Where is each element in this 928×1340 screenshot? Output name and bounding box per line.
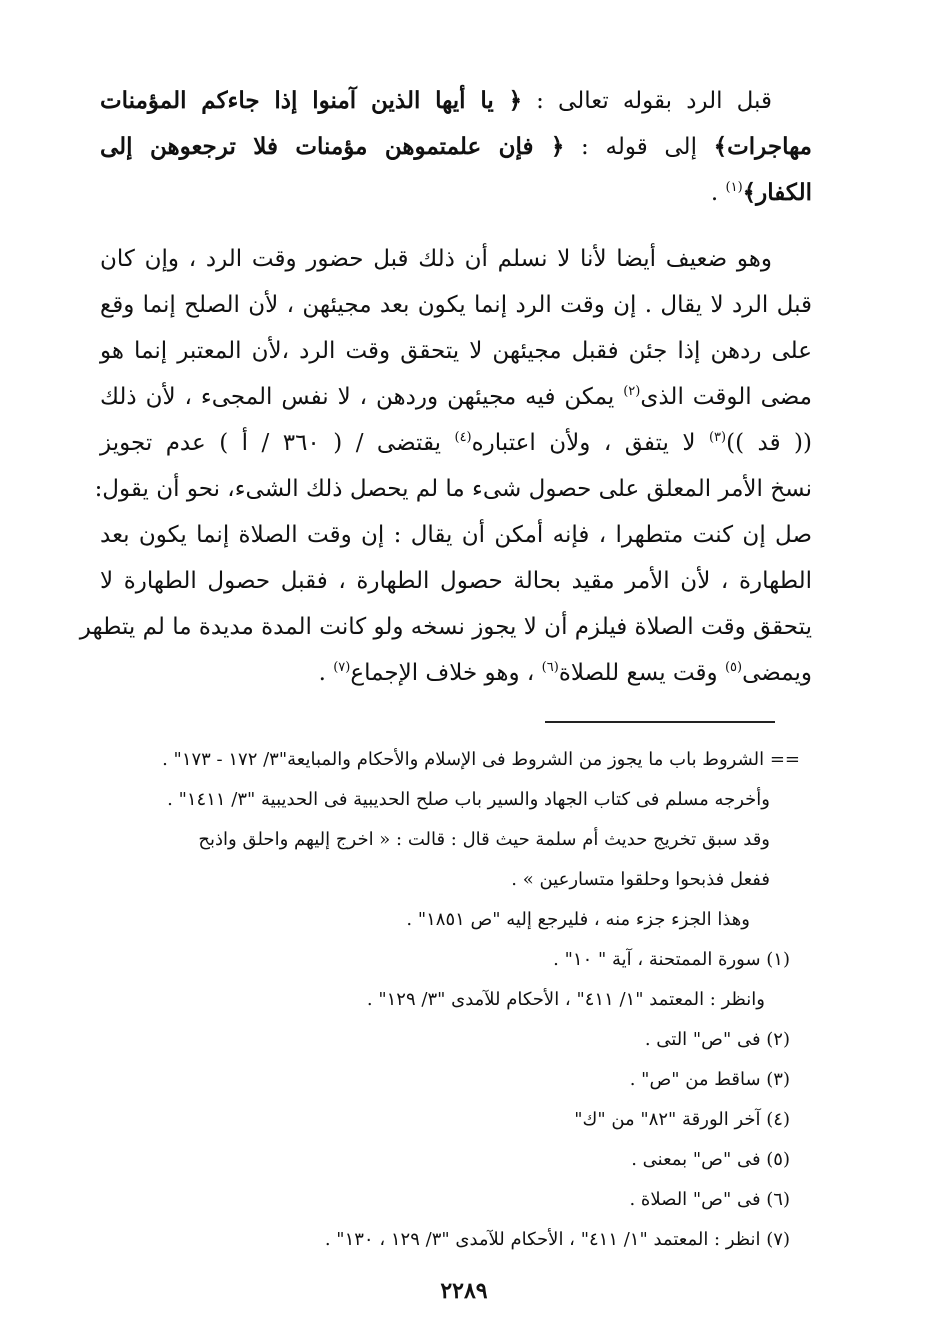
page-number: ٢٢٨٩ [440, 1278, 488, 1304]
quran-quote: الكفار﴾ [742, 179, 812, 206]
quran-quote: مهاجرات﴾ [713, 133, 812, 160]
text-line-8 [100, 420, 812, 466]
footnote-line: (١) سورة الممتحنة ، آية " ١٠" . [553, 949, 790, 970]
footnote-separator [545, 721, 775, 723]
footnote-line: وانظر : المعتمد "١/ ٤١١" ، الأحكام للآمدى "٣/ ١٢٩" . [366, 989, 765, 1010]
text-fragment: مضى الوقت الذى [640, 384, 812, 410]
footnote-line: وأخرجه مسلم فى كتاب الجهاد والسير باب صلح الحديبية فى الحديبية "٣/ ١٤١١" . [167, 789, 770, 810]
footnotes [100, 740, 800, 1260]
text-fragment: ويمضى [742, 660, 812, 686]
footnote-ref: (٧) [333, 660, 351, 675]
text-line-4: وهو ضعيف أيضا لأنا لا نسلم أن ذلك قبل حضور وقت الرد ، وإن كان [100, 246, 772, 272]
text-fragment: يمكن فيه مجيئهن وردهن ، لا نفس المجىء ، لأن ذلك [100, 384, 624, 410]
main-text [79, 78, 812, 696]
text-line-6: على ردهن إذا جئن فقبل مجيئهن لا يتحقق وقت الرد ،لأن المعتبر إنما هو [100, 338, 812, 364]
footnote-line: وهذا الجزء جزء منه ، فليرجع إليه "ص ١٨٥١" . [406, 909, 750, 930]
text-line-1 [100, 78, 812, 124]
text-fragment: قبل الرد بقوله تعالى : [522, 88, 772, 114]
footnote-ref: (٦) [541, 660, 559, 675]
text-fragment: يقتضى / ( ٣٦٠ / أ ) عدم تجويز [100, 430, 455, 456]
footnote-line: == الشروط باب ما يجوز من الشروط فى الإسلام والأحكام والمبايعة"٣/ ١٧٢ - ١٧٣" . [162, 749, 800, 770]
quran-quote: ﴿ يا أيها الذين آمنوا إذا جاءكم المؤمنات [100, 87, 523, 114]
footnote-ref: (٥) [724, 660, 743, 675]
text-fragment: . [318, 660, 334, 686]
text-fragment: إلى قوله : [564, 134, 714, 160]
quran-quote: ﴿ فإن علمتموهن مؤمنات فلا ترجعوهن إلى [100, 133, 565, 160]
footnote-line: (٧) انظر : المعتمد "١/ ٤١١" ، الأحكام للآمدى "٣/ ١٢٩ ، ١٣٠" . [324, 1229, 790, 1250]
footnote-line: وقد سبق تخريج حديث أم سلمة حيث قال : قالت : « اخرج إليهم واحلق واذبح [198, 829, 770, 850]
text-line-3 [100, 170, 812, 216]
text-line-7 [100, 374, 812, 420]
footnote-line: (٣) ساقط من "ص" . [629, 1069, 790, 1090]
text-fragment: وقت يسع للصلاة [558, 660, 725, 686]
text-line-10: صل إن كنت متطهرا ، فإنه أمكن أن يقال : إن وقت الصلاة إنما يكون بعد [100, 522, 812, 548]
text-fragment: لا يتفق ، ولأن اعتباره [471, 430, 709, 456]
footnote-line: (٥) فى "ص" بمعنى . [631, 1149, 790, 1170]
footnote-line: (٤) آخر الورقة "٨٢" من "ك" [574, 1109, 790, 1130]
footnote-ref: (١) [725, 180, 743, 195]
text-fragment: (( قد )) [726, 430, 812, 456]
text-fragment: ، وهو خلاف الإجماع [350, 660, 542, 686]
footnote-line: (٦) فى "ص" الصلاة . [629, 1189, 790, 1210]
text-line-11: الطهارة ، لأن الأمر مقيد بحالة حصول الطهارة ، فقبل حصول الطهارة لا [100, 568, 812, 594]
text-line-5: قبل الرد لا يقال . إن وقت الرد إنما يكون بعد مجيئهن ، لأن الصلح إنما وقع [100, 292, 812, 318]
text-fragment: . [710, 180, 726, 206]
footnote-ref: (٤) [454, 430, 472, 445]
text-line-13 [100, 650, 812, 696]
text-line-12: يتحقق وقت الصلاة فيلزم أن لا يجوز نسخه ولو كانت المدة مديدة ما لم يتطهر [79, 614, 812, 640]
text-line-2 [100, 124, 812, 170]
footnote-ref: (٣) [708, 430, 727, 445]
text-line-9: نسخ الأمر المعلق على حصول شىء ما لم يحصل ذلك الشىء، نحو أن يقول: [94, 476, 812, 502]
footnote-ref: (٢) [623, 384, 641, 399]
footnote-line: ففعل فذبحوا وحلقوا متسارعين » . [511, 869, 770, 890]
footnote-line: (٢) فى "ص" التى . [644, 1029, 790, 1050]
